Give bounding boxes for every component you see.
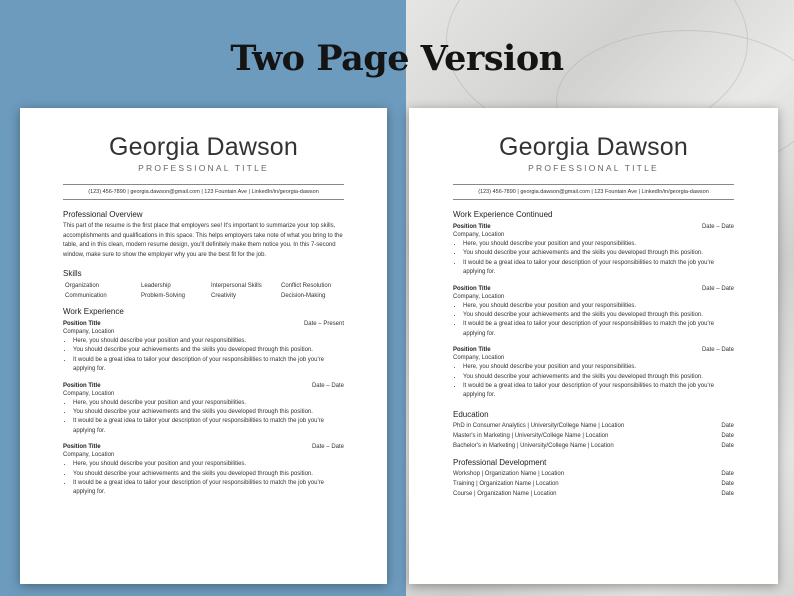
skill-item: Communication — [65, 293, 107, 299]
education-heading: Education — [453, 409, 489, 419]
job-title: Position Title — [453, 285, 491, 292]
job-company: Company, Location — [453, 293, 505, 300]
education-row — [453, 443, 734, 449]
job-title: Position Title — [453, 347, 491, 354]
resume-name: Georgia Dawson — [108, 133, 298, 161]
education-date: Date — [721, 432, 734, 439]
job-company: Company, Location — [63, 390, 115, 397]
job-entry — [63, 444, 344, 498]
experience-heading: Work Experience — [63, 307, 124, 316]
job-title: Position Title — [63, 382, 101, 389]
job-bullet: • Here, you should describe your position and your responsibilities. — [463, 302, 734, 311]
job-bullet: • You should describe your achievements and the skills you developed through this position. — [73, 470, 344, 479]
skills-grid — [65, 283, 344, 299]
divider — [453, 199, 734, 200]
job-date: Date – Date — [311, 382, 344, 389]
job-date: Date – Date — [311, 444, 344, 451]
skill-item: Decision-Making — [281, 293, 326, 299]
resume-title: PROFESSIONAL TITLE — [528, 163, 659, 173]
job-bullet: • It would be a great idea to tailor your description of your responsibilities to match the job you're applying for. — [73, 417, 344, 436]
skill-item: Conflict Resolution — [281, 283, 332, 289]
job-entry — [63, 321, 344, 375]
job-date: Date – Present — [303, 321, 344, 327]
job-bullet: • Here, you should describe your position and your responsibilities. — [73, 460, 344, 469]
development-row — [453, 491, 734, 497]
development-heading: Professional Development — [453, 457, 547, 467]
overview-heading: Professional Overview — [63, 210, 143, 219]
education-date: Date — [721, 422, 734, 429]
overview-text: This part of the resume is the first place that employers see! It's important to summarize your top skills, accomplishments and qualifications in this space. This helps employers take note of what you bring to the table, and in this clean, modern resume design, you'll definitely make them notice you. In this 7-second window, make sure to show the employer why you are the best fit for the job. — [63, 223, 343, 258]
skill-item: Interpersonal Skills — [211, 283, 262, 289]
education-text: Master's in Marketing | University/College Name | Location — [453, 432, 609, 439]
job-bullet: • You should describe your achievements and the skills you developed through this position. — [463, 249, 734, 258]
job-title: Position Title — [453, 224, 491, 230]
job-date: Date – Date — [701, 224, 734, 230]
job-bullet: • Here, you should describe your position and your responsibilities. — [73, 337, 344, 346]
job-entry — [453, 224, 734, 278]
resume-title: PROFESSIONAL TITLE — [138, 163, 269, 173]
job-title: Position Title — [63, 444, 101, 451]
job-bullet: • Here, you should describe your position and your responsibilities. — [463, 363, 734, 372]
job-company: Company, Location — [63, 452, 115, 459]
job-bullet: • You should describe your achievements and the skills you developed through this position. — [73, 346, 344, 355]
job-entry — [453, 286, 734, 340]
job-bullet: • It would be a great idea to tailor your description of your responsibilities to match the job you're applying for. — [73, 479, 344, 498]
resume-name: Georgia Dawson — [498, 133, 688, 161]
development-date: Date — [721, 490, 734, 497]
contact-line: (123) 456-7890 | georgia.dawson@gmail.com | 123 Fountain Ave | LinkedIn/in/georgia-dawson — [88, 189, 319, 195]
job-bullet: • It would be a great idea to tailor your description of your responsibilities to match the job you're applying for. — [463, 320, 734, 339]
skill-item: Leadership — [141, 283, 171, 289]
skill-item: Problem-Solving — [141, 293, 186, 299]
job-bullet: • It would be a great idea to tailor your description of your responsibilities to match the job you're applying for. — [463, 382, 734, 401]
job-title: Position Title — [63, 321, 101, 327]
job-bullet: • You should describe your achievements and the skills you developed through this position. — [463, 311, 734, 320]
development-text: Course | Organization Name | Location — [453, 490, 557, 497]
education-row — [453, 433, 734, 439]
development-text: Training | Organization Name | Location — [453, 480, 559, 487]
job-bullet: • You should describe your achievements and the skills you developed through this position. — [73, 408, 344, 417]
divider — [63, 199, 344, 200]
experience-continued-heading: Work Experience Continued — [453, 210, 553, 219]
resume-page-2 — [409, 108, 778, 584]
contact-line: (123) 456-7890 | georgia.dawson@gmail.com | 123 Fountain Ave | LinkedIn/in/georgia-dawson — [478, 189, 709, 195]
skill-item: Organization — [65, 283, 100, 289]
development-row — [453, 471, 734, 477]
job-company: Company, Location — [453, 355, 505, 362]
education-text: PhD in Consumer Analytics | University/College Name | Location — [453, 422, 625, 429]
job-entry — [453, 347, 734, 401]
skill-item: Creativity — [211, 293, 237, 299]
education-date: Date — [721, 442, 734, 449]
job-bullet: • You should describe your achievements and the skills you developed through this position. — [463, 373, 734, 382]
development-date: Date — [721, 480, 734, 487]
job-date: Date – Date — [701, 285, 734, 292]
job-bullet: • It would be a great idea to tailor your description of your responsibilities to match the job you're applying for. — [73, 356, 344, 375]
job-bullet: • Here, you should describe your position and your responsibilities. — [463, 240, 734, 249]
job-company: Company, Location — [63, 329, 115, 335]
job-date: Date – Date — [701, 347, 734, 354]
education-text: Bachelor's in Marketing | University/College Name | Location — [453, 442, 614, 449]
resume-page-1 — [20, 108, 387, 584]
development-date: Date — [721, 470, 734, 477]
job-company: Company, Location — [453, 232, 505, 238]
job-bullet: • It would be a great idea to tailor your description of your responsibilities to match the job you're applying for. — [463, 259, 734, 278]
job-bullet: • Here, you should describe your position and your responsibilities. — [73, 399, 344, 408]
skills-heading: Skills — [63, 269, 82, 278]
development-text: Workshop | Organization Name | Location — [453, 470, 565, 477]
development-row — [453, 481, 734, 487]
education-row — [453, 423, 734, 429]
page-heading: Two Page Version — [230, 38, 564, 79]
job-entry — [63, 383, 344, 437]
